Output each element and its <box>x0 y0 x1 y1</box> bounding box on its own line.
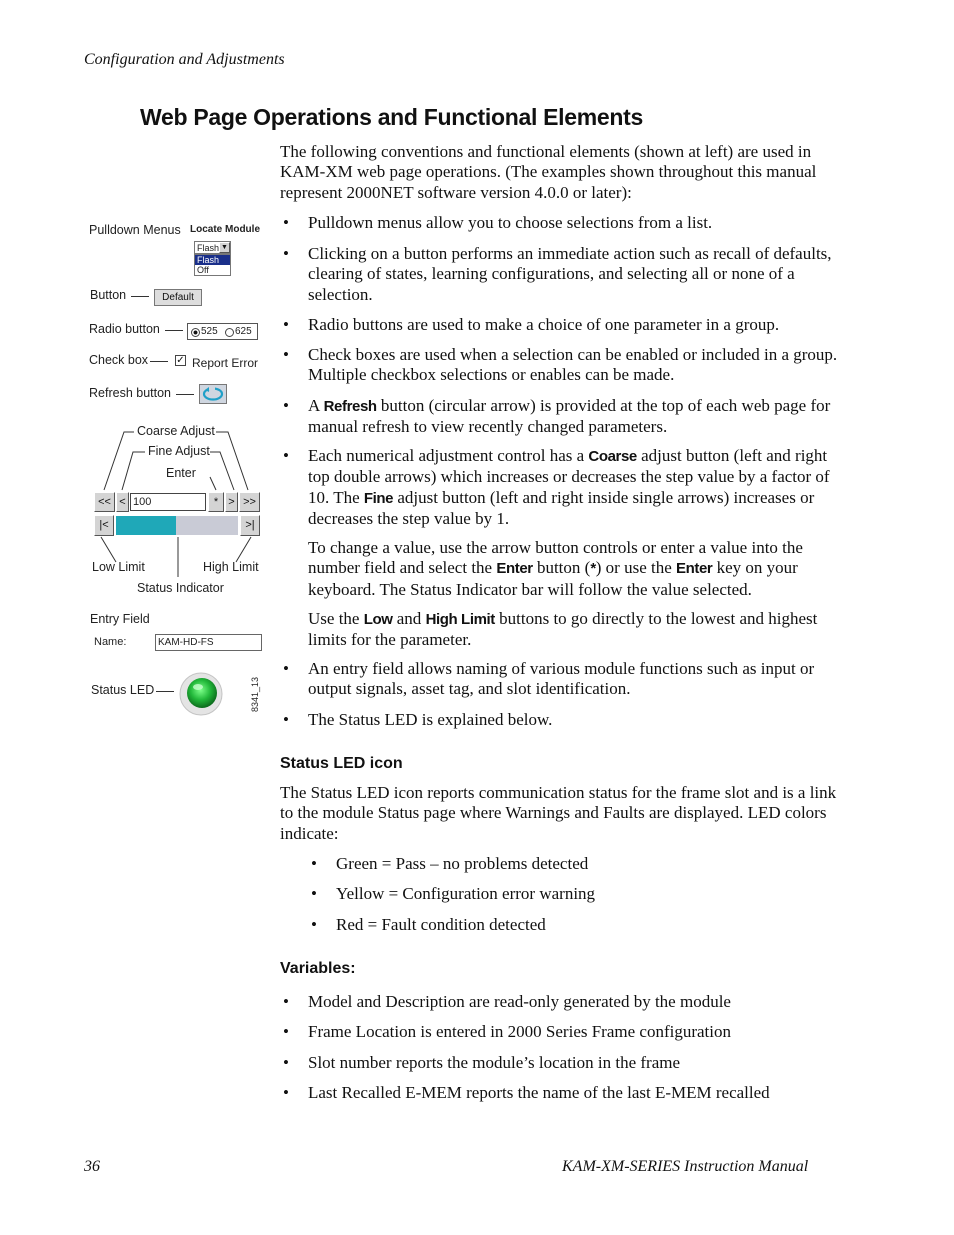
pulldown-label: Pulldown Menus <box>89 223 181 237</box>
variables-heading: Variables: <box>280 960 356 977</box>
status-led-label: Status LED <box>91 683 155 697</box>
fine-adjust-label: Fine Adjust <box>148 444 210 458</box>
change-value-paragraph: To change a value, use the arrow button controls or enter a value into the number field and select the Enter button (*) or use the Enter key on your keyboard. The Status Indicator bar will follow the value selected. <box>308 538 803 599</box>
leader-line <box>165 330 183 331</box>
manual-title: KAM-XM-SERIES Instruction Manual <box>562 1158 809 1175</box>
status-led-heading: Status LED icon <box>280 755 403 772</box>
default-button[interactable]: Default <box>154 289 202 306</box>
low-limit-label: Low Limit <box>92 560 145 574</box>
intro-paragraph: The following conventions and functional elements (shown at left) are used in KAM-XM web page operations. (The examples shown throughout this manual represent 2000NET software version 4.0.0 or later): <box>280 142 817 202</box>
radio-option-label: 625 <box>235 326 252 337</box>
low-limit-button[interactable]: |< <box>94 515 114 536</box>
radio-button[interactable] <box>225 328 234 337</box>
leader-line <box>176 394 194 395</box>
fine-decrease-button[interactable]: < <box>116 492 129 512</box>
checkbox-label: Check box <box>89 353 149 367</box>
fine-increase-button[interactable]: > <box>225 492 238 512</box>
radio-label: Radio button <box>89 322 160 336</box>
leader-line <box>156 691 174 692</box>
page-number: 36 <box>84 1158 100 1175</box>
status-indicator-bar <box>116 516 238 535</box>
name-entry-value: KAM-HD-FS <box>158 637 214 648</box>
number-input[interactable] <box>130 493 206 511</box>
status-indicator-label: Status Indicator <box>137 581 224 595</box>
entry-field-label: Entry Field <box>90 612 150 626</box>
status-indicator-fill <box>116 516 176 535</box>
coarse-decrease-button[interactable]: << <box>94 492 115 512</box>
pulldown-title: Locate Module <box>190 224 261 235</box>
refresh-icon <box>200 385 226 403</box>
enter-label: Enter <box>166 466 196 480</box>
running-header: Configuration and Adjustments <box>84 51 285 68</box>
status-led-icon[interactable] <box>178 671 224 717</box>
limit-paragraph: Use the Low and High Limit buttons to go directly to the lowest and highest limits for the parameter. <box>308 609 818 650</box>
figure-id: 8341_13 <box>250 676 260 712</box>
name-entry-field[interactable] <box>155 634 262 651</box>
leader-line <box>150 361 168 362</box>
enter-button[interactable]: * <box>208 492 224 512</box>
coarse-adjust-label: Coarse Adjust <box>137 424 215 438</box>
pulldown-option[interactable]: Flash <box>195 255 230 265</box>
button-label: Button <box>90 288 127 302</box>
high-limit-label: High Limit <box>203 560 259 574</box>
status-led-paragraph: The Status LED icon reports communication status for the frame slot and is a link to the module Status page where Warnings and Faults are displayed. LED colors indicate: <box>280 783 837 843</box>
coarse-increase-button[interactable]: >> <box>239 492 260 512</box>
number-input-value: 100 <box>133 496 152 508</box>
refresh-button[interactable] <box>199 384 227 404</box>
pulldown-options-list <box>194 254 231 276</box>
report-error-checkbox[interactable]: ✓ <box>176 355 185 366</box>
pulldown-select[interactable] <box>194 241 231 254</box>
high-limit-button[interactable]: >| <box>240 515 260 536</box>
entry-name-label: Name: <box>94 636 127 648</box>
pulldown-option[interactable]: Off <box>197 265 209 275</box>
radio-option-label: 525 <box>201 326 218 337</box>
radio-button[interactable] <box>191 328 200 337</box>
radio-group <box>187 323 258 340</box>
leader-line <box>131 296 149 297</box>
chevron-down-icon[interactable]: ▼ <box>219 242 230 253</box>
section-title: Web Page Operations and Functional Elements <box>140 104 643 130</box>
pulldown-selected-value: Flash <box>197 243 220 253</box>
refresh-label: Refresh button <box>89 386 171 400</box>
checkbox-text: Report Error <box>192 356 259 370</box>
